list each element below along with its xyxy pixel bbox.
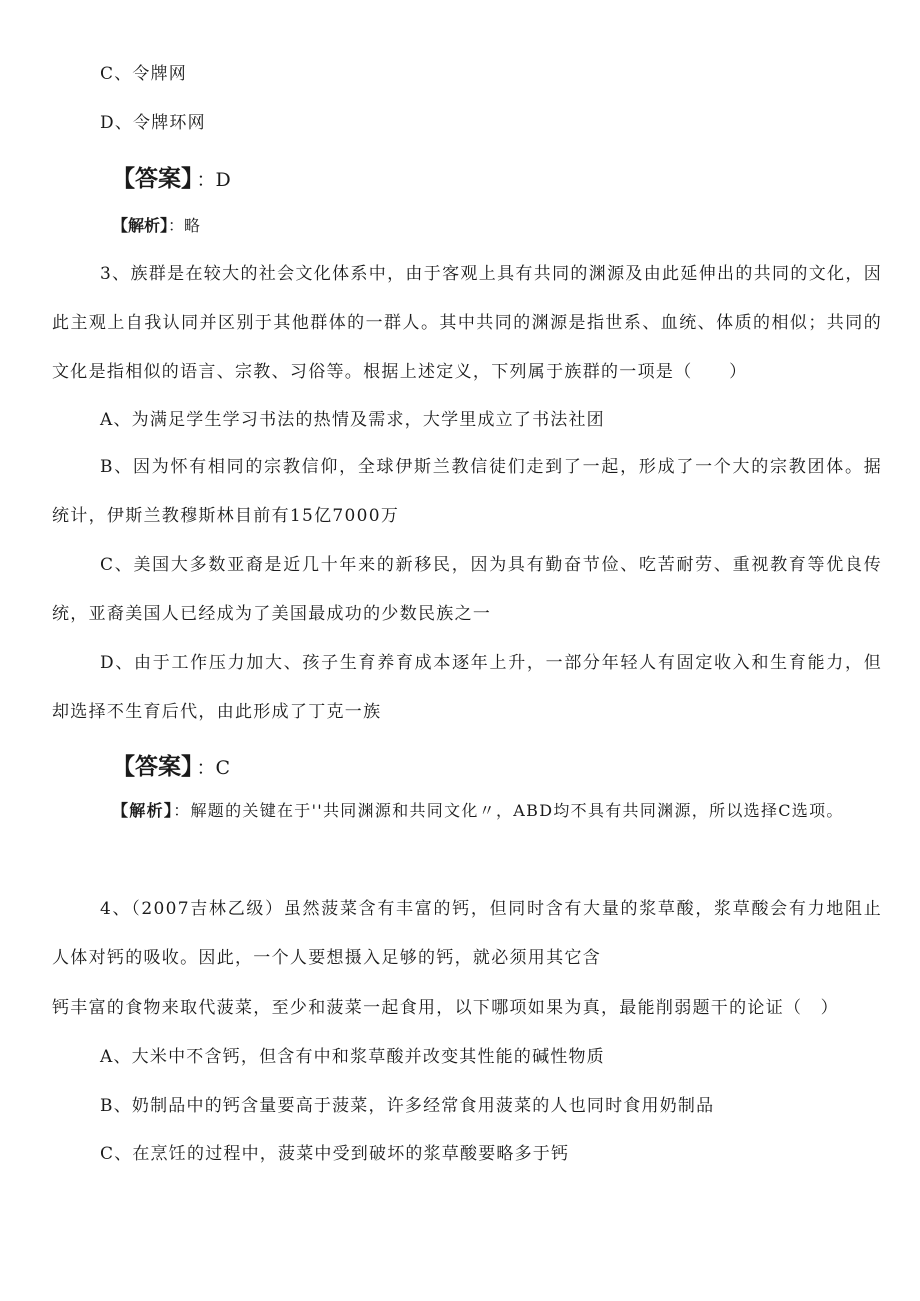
analysis-text: ：解题的关键在于''共同渊源和共同文化〃，ABD均不具有共同渊源，所以选择C选项。 <box>173 801 844 820</box>
q2-option-d: D、令牌环网 <box>100 113 206 133</box>
analysis-text: ：略 <box>168 216 201 235</box>
q4-option-c: C、在烹饪的过程中，菠菜中受到破坏的浆草酸要略多于钙 <box>100 1144 570 1164</box>
q2-option-c: C、令牌网 <box>100 64 188 84</box>
q3-option-a: A、为满足学生学习书法的热情及需求，大学里成立了书法社团 <box>100 410 605 430</box>
q3-option-d: D、由于工作压力加大、孩子生育养育成本逐年上升，一部分年轻人有固定收入和生育能力，但却选择不生育后代，由此形成了丁克一族 <box>52 653 882 722</box>
q3-answer <box>112 748 230 781</box>
answer-label: 【答案】 <box>112 165 193 192</box>
q2-analysis <box>112 213 200 236</box>
q3-option-b: B、因为怀有相同的宗教信仰，全球伊斯兰教信徒们走到了一起，形成了一个大的宗教团体。据统计，伊斯兰教穆斯林目前有15亿7000万 <box>52 457 882 526</box>
analysis-label: 【解析】 <box>112 216 169 235</box>
q4-stem-part2: 钙丰富的食物来取代菠菜，至少和菠菜一起食用，以下哪项如果为真，最能削弱题干的论证（ ） <box>52 998 839 1018</box>
analysis-label: 【解析】 <box>112 801 174 820</box>
q3-analysis <box>112 787 882 835</box>
q4-option-a: A、大米中不含钙，但含有中和浆草酸并改变其性能的碱性物质 <box>100 1047 605 1067</box>
answer-value: ：C <box>196 757 231 779</box>
q3-option-c: C、美国大多数亚裔是近几十年来的新移民，因为具有勤奋节俭、吃苦耐劳、重视教育等优良传统，亚裔美国人已经成为了美国最成功的少数民族之一 <box>52 555 882 624</box>
q4-option-b: B、奶制品中的钙含量要高于菠菜，许多经常食用菠菜的人也同时食用奶制品 <box>100 1096 715 1116</box>
answer-label: 【答案】 <box>112 753 193 780</box>
answer-value: ：D <box>196 169 231 191</box>
q4-stem-part1: 4、（2007吉林乙级）虽然菠菜含有丰富的钙，但同时含有大量的浆草酸，浆草酸会有力地阻止人体对钙的吸收。因此，一个人要想摄入足够的钙，就必须用其它含 <box>52 899 882 968</box>
q2-answer <box>112 160 231 193</box>
q3-stem: 3、族群是在较大的社会文化体系中，由于客观上具有共同的渊源及由此延伸出的共同的文化，因此主观上自我认同并区别于其他群体的一群人。其中共同的渊源是指世系、血统、体质的相似；共同的文化是指相似的语言、宗教、习俗等。根据上述定义，下列属于族群的一项是（ ） <box>52 264 882 382</box>
